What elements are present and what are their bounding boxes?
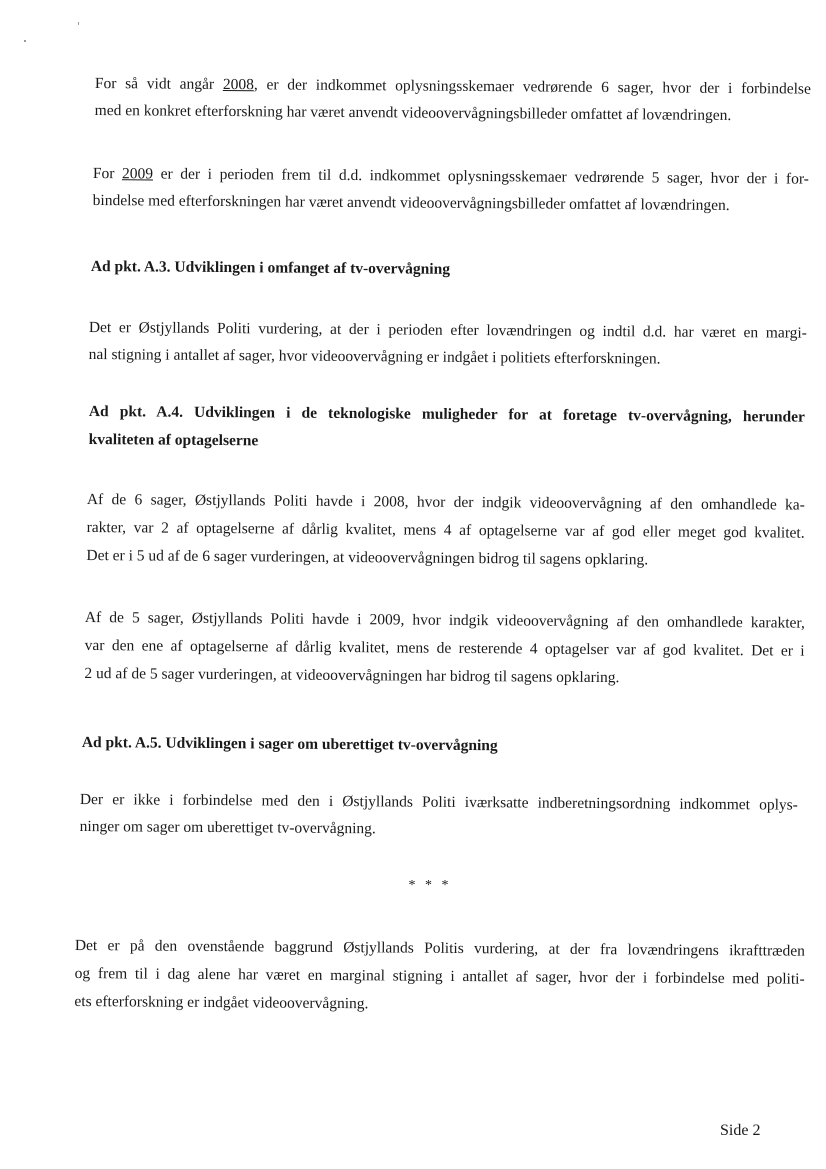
paragraph-conclusion: [74, 932, 805, 1022]
paragraph-a3: [89, 314, 807, 374]
paragraph-line: med en konkret efterforskning har været anvendt videoovervågningsbilleder omfattet af lovændringen.: [94, 101, 732, 124]
section-heading-a4: [89, 398, 805, 460]
section-separator: * * *: [408, 878, 452, 893]
section-heading-a3: Ad pkt. A.3. Udviklingen i omfanget af tv-overvågning: [90, 257, 451, 278]
section-heading-a5: Ad pkt. A.5. Udviklingen i sager om uberettiget tv-overvågning: [81, 733, 498, 755]
paragraph-line: bindelse med efterforskningen har været anvendt videoovervågningsbilleder omfattet af lovændringen.: [92, 191, 730, 215]
paragraph-2008: [95, 70, 811, 130]
paragraph-line: nal stigning i antallet af sager, hvor videoovervågning er indgået i politiets efterforskningen.: [88, 345, 661, 368]
paragraph-line: For så vidt angår 2008, er der indkommet oplysningsskemaer vedrørende 6 sager, hvor der i forbindelse: [94, 74, 811, 98]
paragraph-line: var den ene af optagelserne af dårlig kvalitet, mens de resterende 4 optagelser var af god kvalitet. Det er i: [84, 636, 805, 660]
scan-speck: [78, 22, 79, 25]
year-2008: 2008: [222, 76, 254, 94]
paragraph-a4-2009: [84, 604, 805, 694]
heading-line: Ad pkt. A.4. Udviklingen i de teknologiske muligheder for at foretage tv-overvågning, herunder: [88, 402, 805, 426]
paragraph-2009: [93, 160, 809, 220]
paragraph-line: Af de 5 sager, Østjyllands Politi havde i 2009, hvor indgik videoovervågning af den omhandlede karakter,: [84, 608, 805, 632]
paragraph-line: Det er Østjyllands Politi vurdering, at der i perioden efter lovændringen og indtil d.d. har været en margi-: [88, 318, 807, 342]
heading-line: kvaliteten af optagelserne: [88, 430, 259, 450]
page-number: Side 2: [720, 1122, 761, 1139]
year-2009: 2009: [121, 165, 154, 183]
paragraph-line: ninger om sager om uberettiget tv-overvågning.: [79, 817, 376, 838]
paragraph-line: Af de 6 sager, Østjyllands Politi havde i 2008, hvor der indgik videoovervågning af den omhandlede ka-: [86, 490, 805, 514]
paragraph-line: 2 ud af de 5 sager vurderingen, at videoovervågningen har bidrog til sagens opklaring.: [84, 664, 620, 687]
paragraph-a5: [80, 786, 798, 846]
paragraph-line: rakter, var 2 af optagelserne af dårlig kvalitet, mens 4 af optagelserne var af god eller meget god kvalitet.: [86, 518, 805, 542]
paragraph-line: For 2009 er der i perioden frem til d.d. indkommet oplysningsskemaer vedrørende 5 sager, hvor der i for-: [92, 164, 809, 188]
paragraph-line: Der er ikke i forbindelse med den i Østjyllands Politi iværksatte indberetningsordning indkommet oplys-: [79, 790, 798, 814]
paragraph-a4-2008: [86, 486, 805, 576]
scan-speck: [24, 40, 26, 42]
paragraph-line: Det er i 5 ud af de 6 sager vurderingen, at videoovervågningen bidrog til sagens opklaring.: [86, 546, 649, 569]
paragraph-line: Det er på den ovenstående baggrund Østjyllands Politis vurdering, at der fra lovændringens ikrafttræden: [74, 936, 805, 960]
paragraph-line: og frem til i dag alene har været en marginal stigning i antallet af sager, hvor der i forbindelse med politi-: [74, 964, 805, 988]
paragraph-line: ets efterforskning er indgået videoovervågning.: [74, 992, 369, 1013]
